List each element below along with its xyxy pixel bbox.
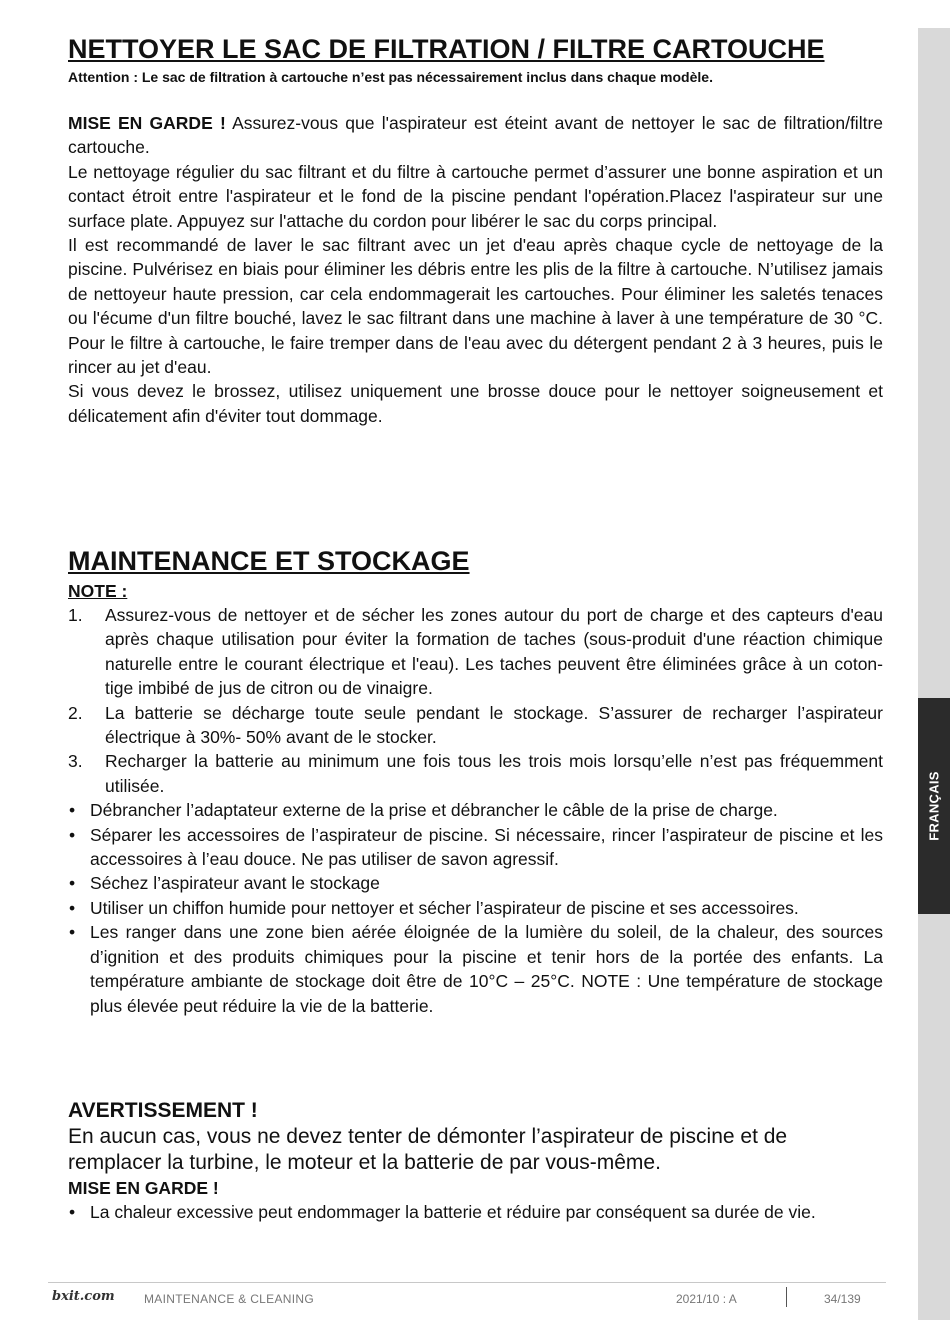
- list-item: [68, 603, 883, 701]
- language-label: FRANÇAIS: [926, 771, 942, 841]
- bullet-item: [68, 920, 883, 1018]
- side-tab: [918, 28, 950, 1320]
- bullet-text: Les ranger dans une zone bien aérée éloignée de la lumière du soleil, de la chaleur, des sources d’ignition et des produits chimiques pour la piscine et tenir hors de la portée des enfants. La température ambiante de stockage doit être de 10°C – 25°C. NOTE : Une température de stockage plus élevée peut réduire la vie de la batterie.: [90, 922, 883, 1016]
- bullet-item: [68, 798, 883, 822]
- page-footer: [48, 1282, 886, 1313]
- footer-divider: [786, 1287, 787, 1307]
- paragraph-2: Il est recommandé de laver le sac filtrant avec un jet d'eau après chaque cycle de nettoyage de la piscine. Pulvérisez en biais pour éliminer les débris entre les plis de la filtre à cartouche. N’utilisez jamais de nettoyeur haute pression, car cela endommagerait les cartouches. Pour éliminer les saletés tenaces ou l'écume d'un filtre bouché, lavez le sac filtrant dans une machine à laver à une température de 30 °C. Pour le filtre à cartouche, le faire tremper dans de l'eau avec du détergent pendant 2 à 3 heures, puis le rincer au jet d'eau.: [68, 235, 883, 378]
- warning-text: Assurez-vous que l'aspirateur est éteint avant de nettoyer le sac de filtration/filtre cartouche.: [68, 113, 883, 158]
- note-label: NOTE :: [68, 581, 128, 601]
- bullet-item: [68, 871, 883, 895]
- bullet-item: [68, 823, 883, 872]
- warning-statement: En aucun cas, vous ne devez tenter de démonter l’aspirateur de piscine et de remplacer la turbine, le moteur et la batterie de par vous-même.: [68, 1125, 788, 1174]
- brand-logo: bxit.com: [52, 1289, 115, 1304]
- list-text: Assurez-vous de nettoyer et de sécher les zones autour du port de charge et des capteurs d'eau après chaque utilisation pour éviter la formation de taches (sous-produit d'une réaction chimique naturelle entre le courant électrique et l'eau). Les taches peuvent être éliminées grâce à un coton-tige imbibé de jus de citron ou de vinaigre.: [105, 605, 883, 699]
- section-title-maintenance: MAINTENANCE ET STOCKAGE: [68, 546, 470, 576]
- section-filter-cleaning: [68, 33, 883, 428]
- footer-date: 2021/10 : A: [676, 1292, 737, 1306]
- bullet-icon: •: [69, 897, 76, 918]
- attention-note: Attention : Le sac de filtration à cartouche n’est pas nécessairement inclus dans chaque modèle.: [68, 69, 713, 85]
- list-number: 2.: [68, 702, 83, 723]
- list-text: La batterie se décharge toute seule pendant le stockage. S’assurer de recharger l’aspirateur électrique à 30%- 50% avant de le stocker.: [105, 702, 883, 748]
- section-warning: [68, 1098, 883, 1225]
- section-maintenance: [68, 545, 883, 1018]
- bullet-icon: •: [69, 800, 76, 821]
- warning-title: AVERTISSEMENT !: [68, 1099, 258, 1122]
- bullet-item: [68, 896, 883, 920]
- list-number: 1.: [68, 605, 83, 625]
- warning-label: MISE EN GARDE !: [68, 113, 226, 133]
- warning-bullet-list: [68, 1200, 883, 1224]
- footer-section: MAINTENANCE & CLEANING: [144, 1292, 314, 1306]
- bullet-list: [68, 798, 883, 1018]
- list-item: [68, 701, 883, 750]
- page-number: 34/139: [824, 1292, 861, 1306]
- list-text: Recharger la batterie au minimum une fois tous les trois mois lorsqu’elle n’est pas fréquemment utilisée.: [105, 751, 883, 796]
- bullet-item: [68, 1200, 883, 1224]
- bullet-text: Utiliser un chiffon humide pour nettoyer et sécher l’aspirateur de piscine et ses accessoires.: [90, 897, 799, 918]
- section-title-filter: NETTOYER LE SAC DE FILTRATION / FILTRE CARTOUCHE: [68, 34, 825, 64]
- list-item: [68, 749, 883, 798]
- bullet-icon: •: [69, 922, 76, 943]
- warning-label-2: MISE EN GARDE !: [68, 1178, 219, 1198]
- language-tab: [918, 698, 950, 914]
- bullet-icon: •: [69, 1202, 76, 1223]
- bullet-icon: •: [69, 824, 76, 845]
- bullet-text: Séchez l’aspirateur avant le stockage: [90, 873, 380, 894]
- list-number: 3.: [68, 751, 83, 772]
- warning-paragraph: [68, 111, 883, 160]
- paragraph-1: Le nettoyage régulier du sac filtrant et du filtre à cartouche permet d’assurer une bonne aspiration et un contact étroit entre l'aspirateur et le fond de la piscine pendant l'opération.Placez l'aspirateur sur une surface plate. Appuyez sur l'attache du cordon pour libérer le sac du corps principal.: [68, 161, 883, 231]
- bullet-text: Débrancher l’adaptateur externe de la prise et débrancher le câble de la prise de charge.: [90, 800, 778, 821]
- bullet-icon: •: [69, 873, 76, 894]
- paragraph-3: Si vous devez le brossez, utilisez uniquement une brosse douce pour le nettoyer soigneusement et délicatement afin d'éviter tout dommage.: [68, 381, 883, 426]
- numbered-list: [68, 603, 883, 798]
- bullet-text: La chaleur excessive peut endommager la batterie et réduire par conséquent sa durée de vie.: [90, 1202, 816, 1223]
- bullet-text: Séparer les accessoires de l’aspirateur de piscine. Si nécessaire, rincer l’aspirateur de piscine et les accessoires à l’eau douce. Ne pas utiliser de savon agressif.: [90, 824, 883, 870]
